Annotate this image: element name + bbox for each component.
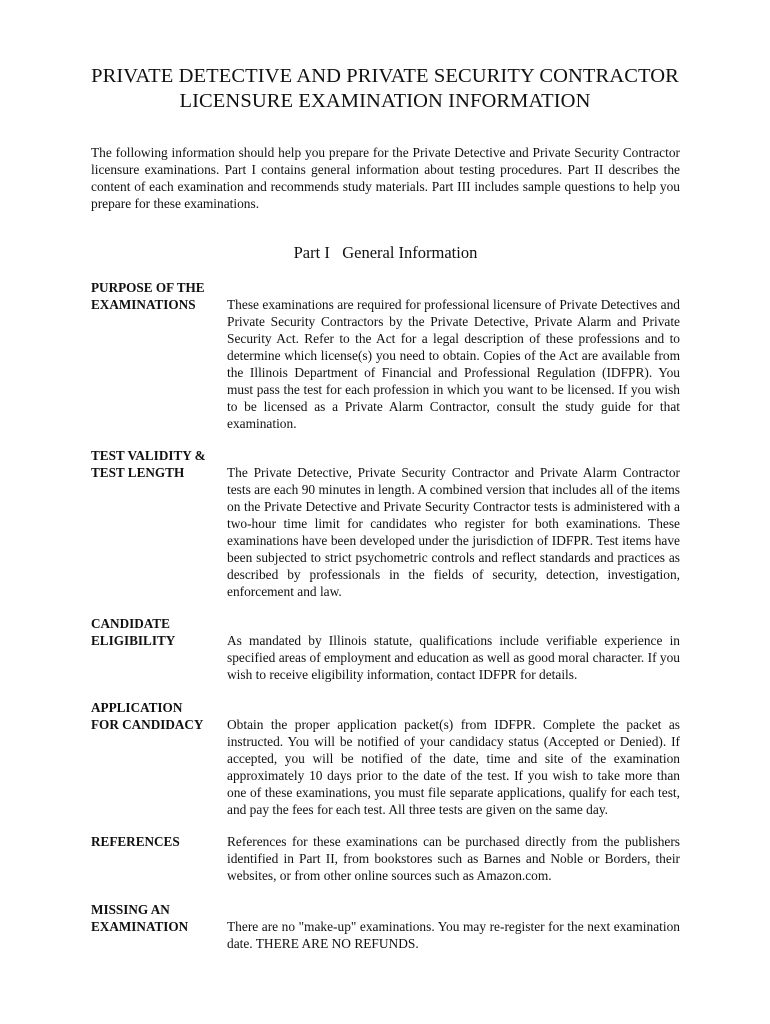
section-text: Obtain the proper application packet(s) from IDFPR. Complete the packet as instructed. You will be notified of your candidacy status (Accepted or Denied). If accepted, you will be notified of the date, time and site of the examination approximately 10 days prior to the date of the test. If you wish to take more than one of these examinations, you must file separate applications, qualify for each test, and pay the fees for each test. All three tests are given on the same day. bbox=[227, 717, 680, 817]
section-body-missing-exam bbox=[227, 918, 680, 952]
part-heading: Part I General Information bbox=[293, 243, 478, 262]
section-label-candidate-eligibility bbox=[91, 615, 226, 649]
section-label-line: EXAMINATION bbox=[91, 919, 189, 934]
title-line-2: LICENSURE EXAMINATION INFORMATION bbox=[179, 90, 591, 112]
section-body-purpose bbox=[227, 296, 680, 432]
section-label-line: PURPOSE OF THE bbox=[91, 280, 205, 295]
section-body-test-validity bbox=[227, 464, 680, 600]
section-label-purpose bbox=[91, 279, 226, 313]
section-label-missing-exam bbox=[91, 901, 226, 935]
title-line-1: PRIVATE DETECTIVE AND PRIVATE SECURITY CONTRACTOR bbox=[91, 65, 679, 87]
section-body-application bbox=[227, 716, 680, 818]
section-text: The Private Detective, Private Security Contractor and Private Alarm Contractor tests are each 90 minutes in length. A combined version that includes all of the items on the Private Detective and Private Security Contractor tests is administered with a two-hour time limit for candidates who register for both examinations. These examinations have been developed under the jurisdiction of IDFPR. Test items have been subjected to strict psychometric controls and reflect standards and practices as described by professionals in the fields of security, detection, investigation, enforcement and law. bbox=[227, 465, 680, 599]
intro-paragraph: The following information should help you prepare for the Private Detective and Private Security Contractor licensure examinations. Part I contains general information about testing procedures. Part II describes the content of each examination and recommends study materials. Part III includes sample questions to help you prepare for these examinations. bbox=[91, 145, 680, 211]
section-body-references bbox=[227, 833, 680, 884]
section-label-line: EXAMINATIONS bbox=[91, 297, 196, 312]
section-label-line: MISSING AN bbox=[91, 902, 170, 917]
document-title bbox=[60, 64, 710, 114]
section-label-line: TEST LENGTH bbox=[91, 465, 185, 480]
section-text: As mandated by Illinois statute, qualifications include verifiable experience in specified areas of employment and education as well as good moral character. If you wish to receive eligibility information, contact IDFPR for details. bbox=[227, 633, 680, 682]
section-label-application bbox=[91, 699, 226, 733]
section-label-line: TEST VALIDITY & bbox=[91, 448, 206, 463]
section-body-candidate-eligibility bbox=[227, 632, 680, 683]
section-label-test-validity bbox=[91, 447, 226, 481]
section-text: References for these examinations can be purchased directly from the publishers identified in Part II, from bookstores such as Barnes and Noble or Borders, their websites, or from other online sources such as Amazon.com. bbox=[227, 834, 680, 883]
section-label-line: ELIGIBILITY bbox=[91, 633, 176, 648]
section-label-line: CANDIDATE bbox=[91, 616, 170, 631]
section-label-line: FOR CANDIDACY bbox=[91, 717, 204, 732]
section-label-references bbox=[91, 833, 226, 850]
section-label-line: APPLICATION bbox=[91, 700, 183, 715]
section-text: These examinations are required for professional licensure of Private Detectives and Private Security Contractors by the Private Detective, Private Alarm and Private Security Act. Refer to the Act for a legal description of these professions and to determine which license(s) you need to obtain. Copies of the Act are available from the Illinois Department of Financial and Professional Regulation (IDFPR). You must pass the test for each profession in which you want to be licensed. If you wish to be licensed as a Private Alarm Contractor, consult the study guide for that examination. bbox=[227, 297, 680, 431]
section-text: There are no "make-up" examinations. You may re-register for the next examination date. THERE ARE NO REFUNDS. bbox=[227, 919, 680, 951]
section-label-line: REFERENCES bbox=[91, 834, 180, 849]
